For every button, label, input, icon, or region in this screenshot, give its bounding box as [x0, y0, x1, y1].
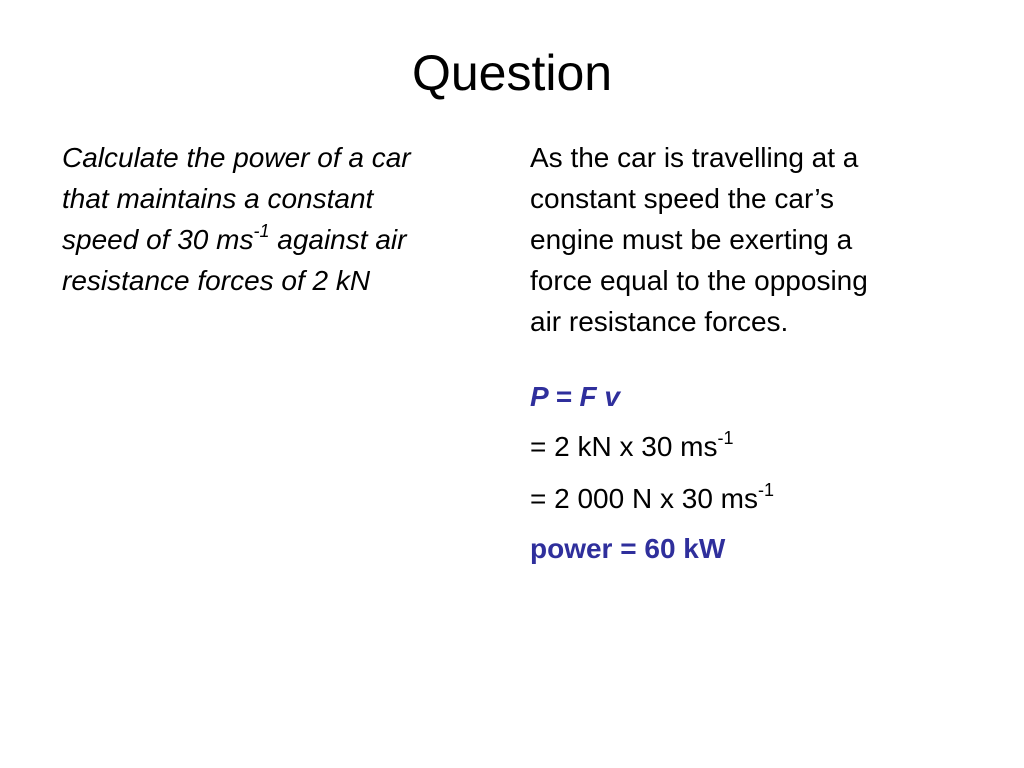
answer-text	[530, 137, 970, 573]
calculation-step-1	[530, 421, 970, 473]
calculation-step-2-exponent: -1	[758, 480, 775, 500]
explanation-line: constant speed the car’s	[530, 183, 835, 214]
explanation-line: engine must be exerting a	[530, 224, 853, 255]
question-line	[62, 219, 502, 260]
final-answer: power = 60 kW	[530, 533, 726, 564]
explanation-line: force equal to the opposing	[530, 265, 868, 296]
calculation-step-2	[530, 473, 970, 525]
calculation-step-1-exponent: -1	[717, 428, 734, 448]
question-line: Calculate the power of a car	[62, 142, 411, 173]
calculation-step-1-text: = 2 kN x 30 ms	[530, 431, 718, 462]
question-line: resistance forces of 2 kN	[62, 265, 371, 296]
calculation-step-2-text: = 2 000 N x 30 ms	[530, 483, 759, 514]
question-speed-suffix: against air	[269, 224, 407, 255]
question-text	[62, 137, 502, 301]
explanation-line: air resistance forces.	[530, 306, 789, 337]
explanation-line: As the car is travelling at a	[530, 142, 859, 173]
question-speed-text: speed of 30 ms	[62, 224, 254, 255]
question-speed-exponent: -1	[253, 221, 270, 241]
question-line: that maintains a constant	[62, 183, 374, 214]
power-formula: P = F v	[530, 381, 621, 412]
slide-title: Question	[411, 45, 613, 101]
